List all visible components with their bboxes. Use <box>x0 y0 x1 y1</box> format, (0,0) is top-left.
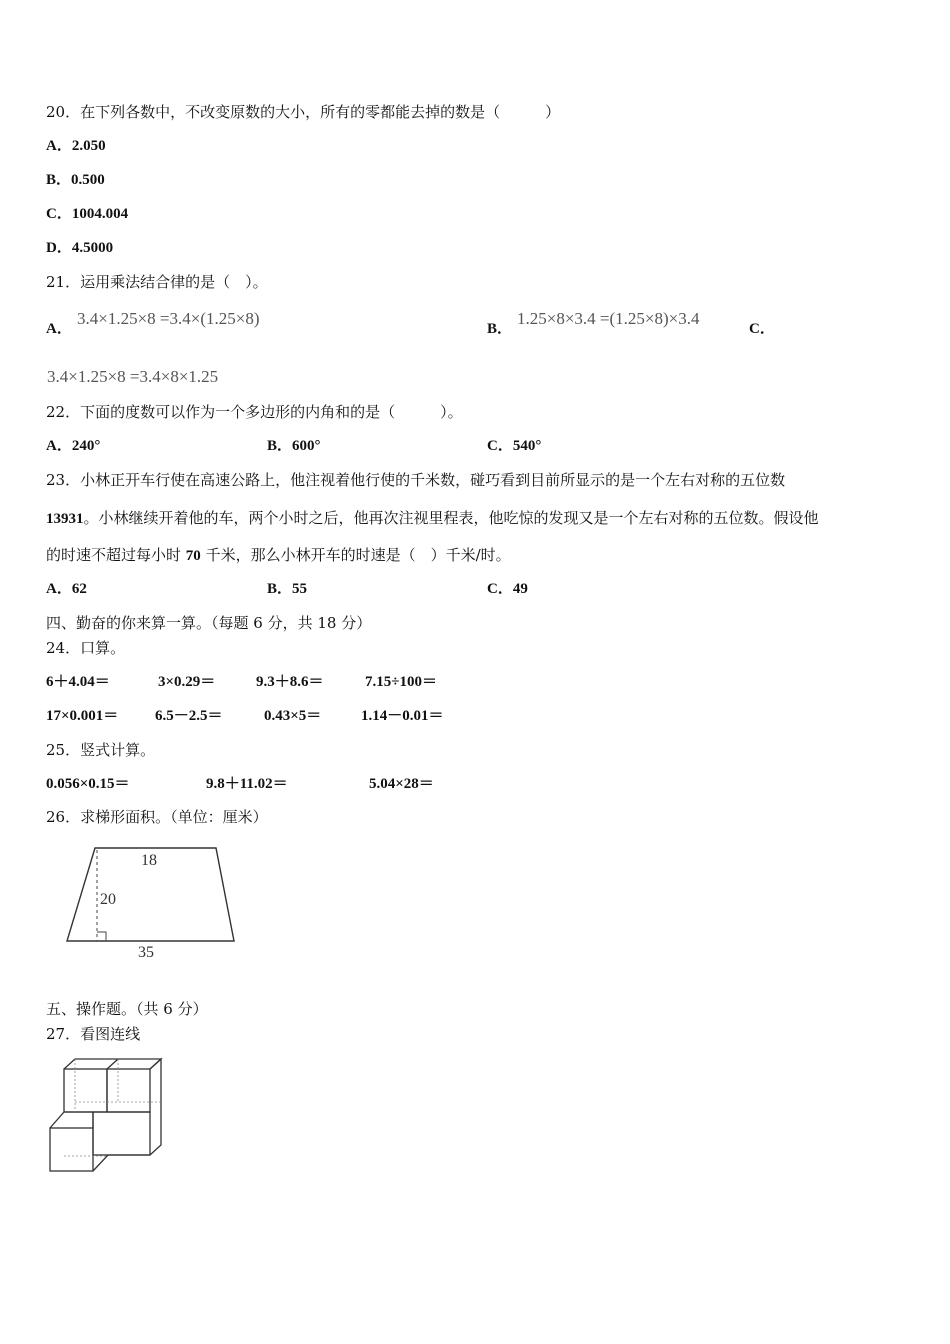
q26-stem: 26．求梯形面积。（单位：厘米） <box>46 808 268 826</box>
q25-stem: 25．竖式计算。 <box>46 741 156 759</box>
q23-line-3: 的时速不超过每小时 70 千米，那么小林开车的时速是（ ）千米/时。 <box>46 546 511 564</box>
q20-option-c: C．1004.004 <box>46 206 129 222</box>
q22-stem: 22．下面的度数可以作为一个多边形的内角和的是（ ）。 <box>46 403 463 421</box>
q24-item: 9.3＋8.6＝ <box>256 674 324 690</box>
q25-item: 0.056×0.15＝ <box>46 776 130 792</box>
q24-item: 1.14－0.01＝ <box>361 708 444 724</box>
q24-item: 17×0.001＝ <box>46 708 119 724</box>
q23-option-b: B．55 <box>267 581 308 597</box>
q24-item: 7.15÷100＝ <box>365 674 437 690</box>
q24-item: 6＋4.04＝ <box>46 674 110 690</box>
q25-item: 9.8＋11.02＝ <box>206 776 288 792</box>
q21-option-c-letter: C． <box>749 321 775 337</box>
right-angle-mark <box>97 932 106 941</box>
q23-line-1: 23．小林正开车行使在高速公路上，他注视着他行使的千米数，碰巧看到目前所显示的是一个左右对称的五位数 <box>46 471 786 489</box>
q21-option-c-expr: 3.4×1.25×8 =3.4×8×1.25 <box>47 367 219 386</box>
q24-stem: 24．口算。 <box>46 639 126 657</box>
trapezoid-figure <box>55 840 255 970</box>
q27-stem: 27．看图连线 <box>46 1025 141 1043</box>
trapezoid-bottom-label: 35 <box>138 944 154 961</box>
q20-stem: 20．在下列各数中，不改变原数的大小，所有的零都能去掉的数是（ ） <box>46 103 561 121</box>
q21-option-a-expr: 3.4×1.25×8 =3.4×(1.25×8) <box>77 309 260 328</box>
q22-option-c: C．540° <box>487 438 542 454</box>
q25-item: 5.04×28＝ <box>369 776 434 792</box>
q24-item: 0.43×5＝ <box>264 708 322 724</box>
q23-option-c: C．49 <box>487 581 528 597</box>
cube-stack-figure <box>40 1052 165 1177</box>
q21-option-a-letter: A． <box>46 321 72 337</box>
q24-item: 3×0.29＝ <box>158 674 216 690</box>
trapezoid-top-label: 18 <box>141 852 157 869</box>
q20-option-b: B．0.500 <box>46 172 105 188</box>
q20-option-a: A．2.050 <box>46 138 106 154</box>
section-4-heading: 四、勤奋的你来算一算。（每题 6 分，共 18 分） <box>46 614 372 632</box>
trapezoid-height-label: 20 <box>100 891 116 908</box>
q22-option-a: A．240° <box>46 438 101 454</box>
q24-item: 6.5－2.5＝ <box>155 708 223 724</box>
q21-option-b-letter: B． <box>487 321 513 337</box>
q21-stem: 21．运用乘法结合律的是（ ）。 <box>46 273 268 291</box>
q21-option-b-expr: 1.25×8×3.4 =(1.25×8)×3.4 <box>517 309 700 328</box>
section-5-heading: 五、操作题。（共 6 分） <box>46 1000 208 1018</box>
q23-option-a: A．62 <box>46 581 87 597</box>
q22-option-b: B．600° <box>267 438 321 454</box>
q20-option-d: D．4.5000 <box>46 240 114 256</box>
q23-line-2: 13931。小林继续开着他的车，两个小时之后，他再次注视里程表，他吃惊的发现又是一个左右对称的五位数。假设他 <box>46 509 819 527</box>
